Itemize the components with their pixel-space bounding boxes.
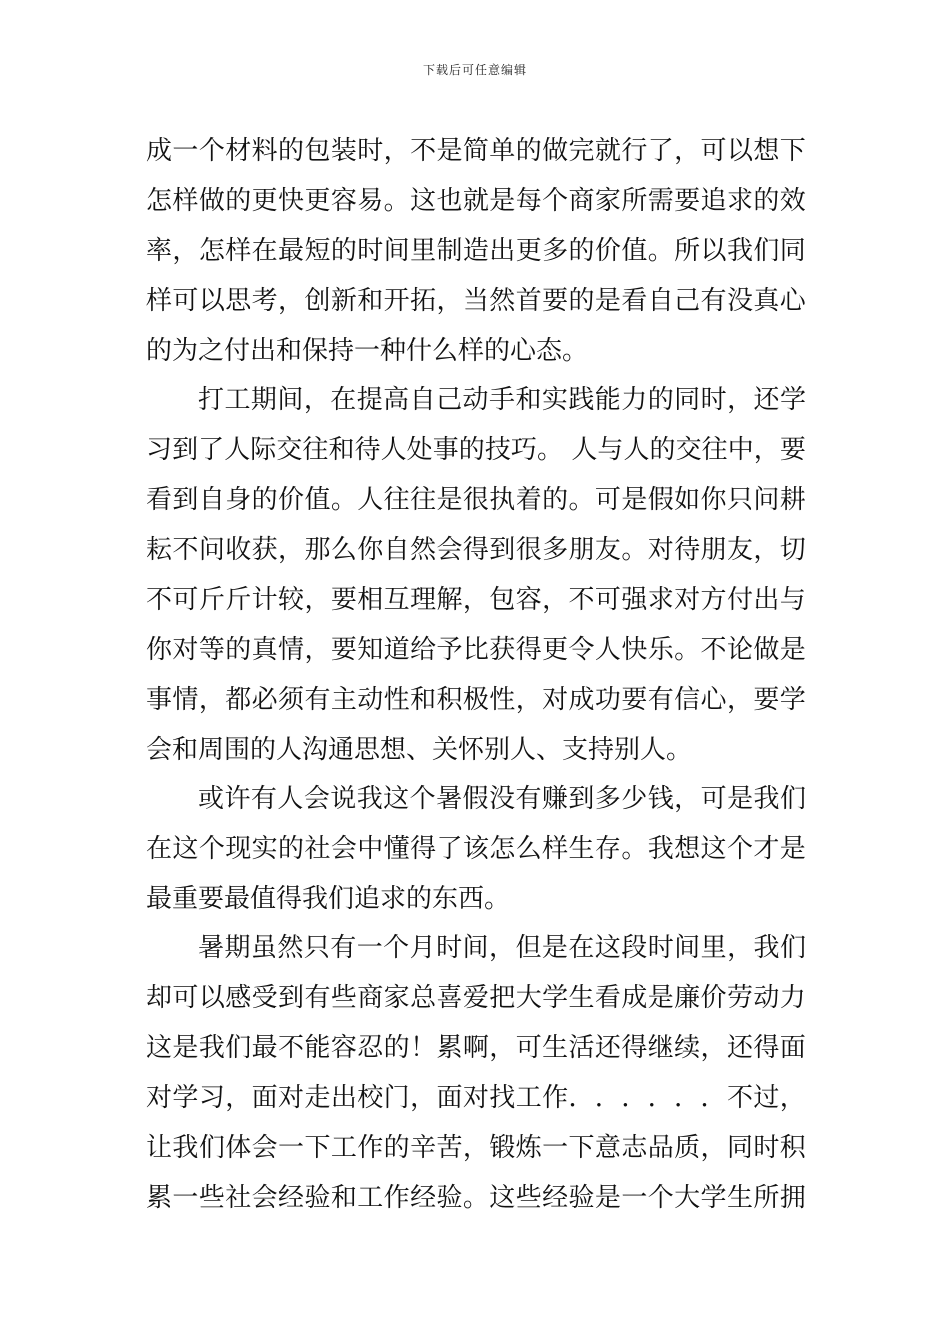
text-line: 事 情 ， 都 必 须 有 主 动 性 和 积 极 性 ， 对 成 功 要 有 信 心 ， 要 学	[146, 685, 806, 715]
text-line: 会和周围的人沟通思想、关怀别人、支持别人。	[146, 735, 693, 765]
text-line: 成 一 个 材 料 的 包 装 时 ， 不 是 简 单 的 做 完 就 行 了 ， 可 以 想 下	[146, 136, 806, 166]
text-line: 怎 样 做 的 更 快 更 容 易 。 这 也 就 是 每 个 商 家 所 需 要 追 求 的 效	[146, 186, 806, 216]
paragraph-first-line: 暑 期 虽 然 只 有 一 个 月 时 间 ， 但 是 在 这 段 时 间 里 ， 我 们	[198, 933, 806, 963]
page-header: 下载后可任意编辑	[422, 63, 527, 77]
text-line: 的为之付出和保持一种什么样的心态。	[146, 336, 589, 366]
text-line: 累 一 些 社 会 经 验 和 工 作 经 验 。 这 些 经 验 是 一 个 大 学 生 所 拥	[146, 1183, 806, 1213]
text-line: 让 我 们 体 会 一 下 工 作 的 辛 苦 ， 锻 炼 一 下 意 志 品 质 ， 同 时 积	[146, 1133, 806, 1163]
paragraph-first-line: 打 工 期 间 ， 在 提 高 自 己 动 手 和 实 践 能 力 的 同 时 ， 还 学	[198, 385, 806, 415]
text-line: 不 可 斤 斤 计 较 ， 要 相 互 理 解 ， 包 容 ， 不 可 强 求 对 方 付 出 与	[146, 585, 806, 615]
text-line: 看 到 自 身 的 价 值 。 人 往 往 是 很 执 着 的 。 可 是 假 如 你 只 问 耕	[146, 485, 806, 515]
text-line: 这 是 我 们 最 不 能 容 忍 的 ！ 累 啊 ， 可 生 活 还 得 继 续 ， 还 得 面	[146, 1033, 806, 1063]
text-line: 最重要最值得我们追求的东西。	[146, 884, 511, 914]
text-line: 耘 不 问 收 获 ， 那 么 你 自 然 会 得 到 很 多 朋 友 。 对 待 朋 友 ， 切	[146, 535, 806, 565]
text-line: 你 对 等 的 真 情 ， 要 知 道 给 予 比 获 得 更 令 人 快 乐 。 不 论 做 是	[146, 635, 806, 665]
paragraph-first-line: 或 许 有 人 会 说 我 这 个 暑 假 没 有 赚 到 多 少 钱 ， 可 是 我 们	[198, 784, 806, 814]
text-line: 样 可 以 思 考 ， 创 新 和 开 拓 ， 当 然 首 要 的 是 看 自 己 有 没 真 心	[146, 286, 806, 316]
text-line: 对 学 习 ， 面 对 走 出 校 门 ， 面 对 找 工 作 ． ． ． ． ． ． 不 过 ，	[146, 1083, 806, 1113]
text-line: 率 ， 怎 样 在 最 短 的 时 间 里 制 造 出 更 多 的 价 值 。 所 以 我 们 同	[146, 236, 806, 266]
text-line: 习 到 了 人 际 交 往 和 待 人 处 事 的 技 巧 。 人 与 人 的 交 往 中 ， 要	[146, 435, 806, 465]
text-line: 在 这 个 现 实 的 社 会 中 懂 得 了 该 怎 么 样 生 存 。 我 想 这 个 才 是	[146, 834, 806, 864]
text-line: 却 可 以 感 受 到 有 些 商 家 总 喜 爱 把 大 学 生 看 成 是 廉 价 劳 动 力	[146, 983, 806, 1013]
